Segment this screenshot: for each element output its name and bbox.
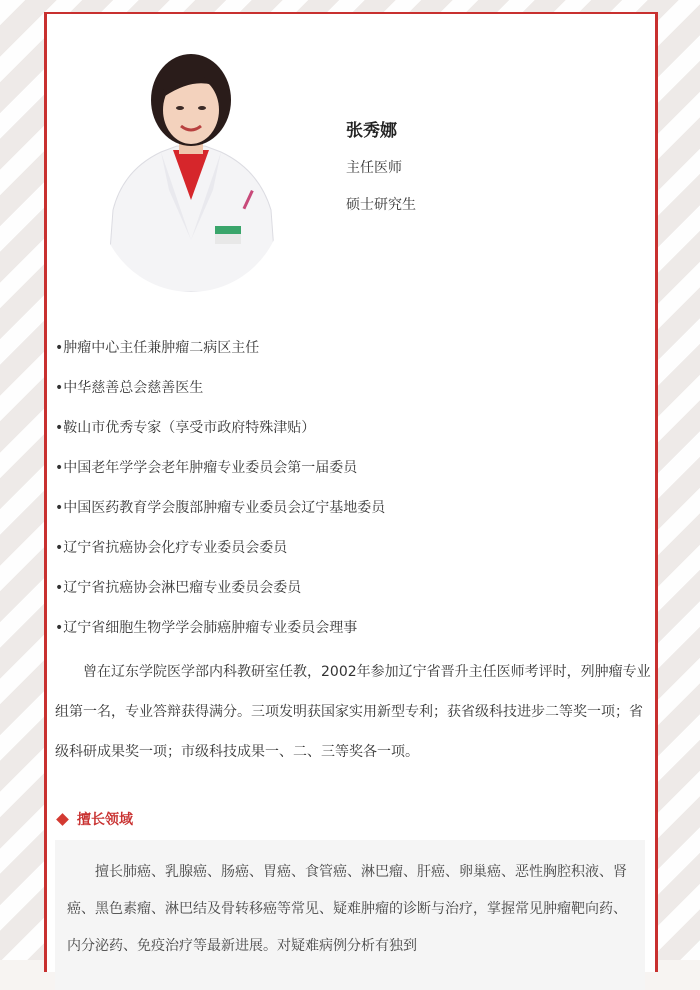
intro-paragraph: 曾在辽东学院医学部内科教研室任教，2002年参加辽宁省晋升主任医师考评时，列肿瘤专业组第一名，专业答辩获得满分。三项发明获国家实用新型专利；获省级科技进步二等奖一项；省级科研成果奖一项；市级科技成果一、二、三等奖各一项。	[55, 664, 651, 760]
list-item: •辽宁省抗癌协会淋巴瘤专业委员会委员	[55, 580, 302, 596]
specialty-text: 擅长肺癌、乳腺癌、肠癌、胃癌、食管癌、淋巴瘤、肝癌、卵巢癌、恶性胸腔积液、肾癌、黑色素瘤、淋巴结及骨转移癌等常见、疑难肿瘤的诊断与治疗，掌握常见肿瘤靶向药、内分泌药、免疫治疗等最新进展。对疑难病例分析有独到	[67, 864, 627, 954]
list-item: •辽宁省细胞生物学学会肺癌肿瘤专业委员会理事	[55, 620, 358, 636]
doctor-title: 主任医师	[346, 160, 402, 176]
doctor-name: 张秀娜	[346, 121, 397, 141]
list-item: •中国医药教育学会腹部肿瘤专业委员会辽宁基地委员	[55, 500, 386, 516]
doctor-photo	[99, 40, 283, 292]
profile-card	[44, 12, 658, 972]
section-title: 擅长领域	[77, 812, 133, 828]
list-item: •肿瘤中心主任兼肿瘤二病区主任	[55, 340, 260, 356]
list-item: •辽宁省抗癌协会化疗专业委员会委员	[55, 540, 288, 556]
diamond-icon	[56, 813, 69, 826]
list-item: •中国老年学学会老年肿瘤专业委员会第一届委员	[55, 460, 358, 476]
roles-list	[55, 334, 385, 654]
top-border	[47, 12, 655, 14]
specialty-box	[55, 840, 645, 990]
specialty-heading	[55, 808, 133, 830]
doctor-degree: 硕士研究生	[346, 197, 416, 213]
list-item: •鞍山市优秀专家（享受市政府特殊津贴）	[55, 420, 316, 436]
list-item: •中华慈善总会慈善医生	[55, 380, 204, 396]
